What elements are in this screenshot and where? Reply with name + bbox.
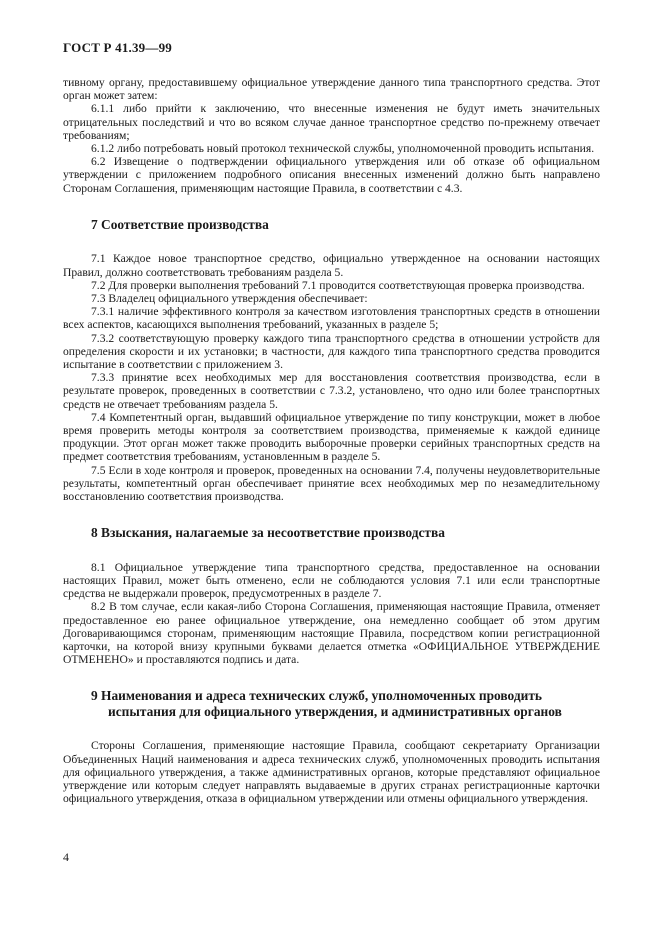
paragraph-7-4: 7.4 Компетентный орган, выдавший официальное утверждение по типу конструкции, может в любое время проверить методы контроля за соответствием производства, применяемые к каждой единице продукции. Этот орган может также проводить выборочные проверки серийных транспортных средств на предмет соответствия требованиям, установленным в разделе 5. bbox=[63, 410, 600, 464]
paragraph-6-1-2: 6.1.2 либо потребовать новый протокол технической службы, уполномоченной проводить испытания. bbox=[91, 142, 595, 156]
paragraph-7-2: 7.2 Для проверки выполнения требований 7.1 проводится соответствующая проверка производства. bbox=[91, 278, 585, 292]
paragraph-7-1: 7.1 Каждое новое транспортное средство, официально утвержденное на основании настоящих Правил, должно соответствовать требованиям раздела 5. bbox=[63, 252, 600, 279]
paragraph-6-2: 6.2 Извещение о подтверждении официального утверждения или об отказе об официальном утверждении с приложением подробного описания внесенных изменений должно быть направлено Сторонам Соглашения, применяющим настоящие Правила, в соответствии с 4.3. bbox=[63, 155, 600, 195]
paragraph-8-2: 8.2 В том случае, если какая-либо Сторона Соглашения, применяющая настоящие Правила, отменяет предоставленное ею ранее официальное утверждение, она немедленно сообщает об этом другим Договаривающимся сторонам, применяющим настоящие Правила, посредством копии регистрационной карточки, на которой внизу крупными буквами делается отметка «ОФИЦИАЛЬНОЕ УТВЕРЖДЕНИЕ ОТМЕНЕНО» и проставляются подпись и дата. bbox=[63, 600, 600, 667]
section-8-heading: 8 Взыскания, налагаемые за несоответствие производства bbox=[91, 525, 445, 541]
paragraph-7-3: 7.3 Владелец официального утверждения обеспечивает: bbox=[91, 291, 368, 305]
paragraph-continuation: тивному органу, предоставившему официальное утверждение данного типа транспортного средства. Этот орган может затем: bbox=[63, 76, 600, 103]
paragraph-9: Стороны Соглашения, применяющие настоящие Правила, сообщают секретариату Организации Объединенных Наций наименования и адреса технических служб, уполномоченных проводить испытания для официального утверждения, а также административных органов, которые представляют официальное утверждение или которым следует направлять выдаваемые в других странах регистрационные карточки официального утверждения, отказа в официальном утверждении или отмены официального утверждения. bbox=[63, 739, 600, 806]
document-code-header: ГОСТ Р 41.39—99 bbox=[63, 40, 172, 55]
page-number: 4 bbox=[63, 850, 69, 864]
paragraph-7-3-2: 7.3.2 соответствующую проверку каждого типа транспортного средства в отношении устройств для определения скорости и их установки; в частности, для каждого типа транспортного средства проводится испытание в соответствии с приложением 3. bbox=[63, 331, 600, 371]
paragraph-7-3-1: 7.3.1 наличие эффективного контроля за качеством изготовления транспортных средств в отношении всех аспектов, касающихся выполнения требований, указанных в разделе 5; bbox=[63, 305, 600, 332]
paragraph-6-1-1: 6.1.1 либо прийти к заключению, что внесенные изменения не будут иметь значительных отрицательных последствий и что во всяком случае данное транспортное средство по-прежнему отвечает требованиям; bbox=[63, 102, 600, 142]
paragraph-7-5: 7.5 Если в ходе контроля и проверок, проведенных на основании 7.4, получены неудовлетворительные результаты, компетентный орган обеспечивает принятие всех необходимых мер по незамедлительному восстановлению соответствия производства. bbox=[63, 463, 600, 503]
document-page bbox=[63, 40, 600, 805]
section-7-heading: 7 Соответствие производства bbox=[91, 216, 269, 232]
section-9-heading: 9 Наименования и адреса технических служб, уполномоченных проводить испытания для официального утверждения, и административных органов bbox=[91, 688, 562, 719]
paragraph-7-3-3: 7.3.3 принятие всех необходимых мер для восстановления соответствия производства, если в результате проверок, проведенных в соответствии с 7.3.2, установлено, что одно или более транспортных средств не отвечает требованиям раздела 5. bbox=[63, 371, 600, 411]
paragraph-8-1: 8.1 Официальное утверждение типа транспортного средства, предоставленное на основании настоящих Правил, может быть отменено, если не соблюдаются условия 7.1 или если транспортные средства не выдержали проверок, предусмотренных в разделе 7. bbox=[63, 560, 600, 601]
